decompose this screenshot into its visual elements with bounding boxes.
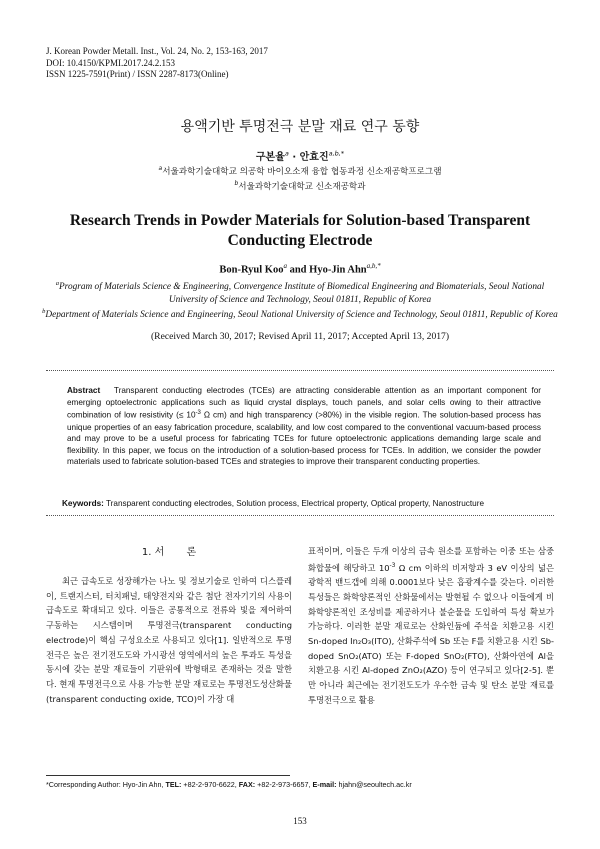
body-col2-b: Ω cm 이하의 비저항과 3 eV 이상의 넓은 광학적 밴드갭에 의해 0.0001보다 낮은 흡광계수를 갖는다. 이러한 특성들은 화학양론적인 산화물에서는 발현될 수 없으나 이들에게 비화학양론적인 조성비를 제공하거나 불순물을 도입하여 특성 확보가 가능하다. 이러한 분말 재료로는 산화인듐에 주석을 치환고용 시킨 Sn-doped In₂O₃(ITO), 산화주석에 Sb 또는 F를 치환고용 시킨 Sb-doped SnO₂(ATO) 또는 F-doped SnO₂(FTO), 산화아연에 Al을 치환고용 시킨 Al-doped ZnO₂(AZO) 등이 연구되고 있다[2-5]. 뿐만 아니라 최근에는 전기전도도가 우수한 금속 및 탄소 분말 재료를 투명전극으로 활용 [308,562,554,705]
english-aff-2: Department of Materials Science and Engineering, Seoul National University of Science and Technology, Seoul 01811, Republic of Korea [45,310,558,321]
divider-top [46,370,554,371]
english-authors [0,262,600,276]
footnote-email-label: E-mail: [310,780,337,789]
korean-aff-2: 서울과학기술대학교 신소재공학과 [238,182,366,193]
body-col2-a: 표적이며, 이들은 두개 이상의 금속 원소를 포함하는 이중 또는 삼중 화합물에 해당하고 10 [308,546,554,573]
korean-affiliations [0,163,600,194]
section-heading: 1. 서 론 [141,547,197,558]
body-paragraph-1: 최근 급속도로 성장해가는 나노 및 정보기술로 인하여 디스플레이, 트랜지스터, 터치패널, 태양전지와 같은 첨단 전자기기의 사용이 급속도로 확대되고 있다. 이들은 공통적으로 전류와 빛을 제어하여 구동하는 시스템이며 투명전극(transparent conducting electrode)이 핵심 구성요소로 사용되고 있다[1]. 일반적으로 투명전극은 높은 전기전도도와 가시광선 영역에서의 높은 투과도 특성을 동시에 갖는 분말 재료들이 기판위에 박형태로 존재하는 것을 말한다. 현재 투명전극으로 사용 가능한 분말 재료로는 투명전도성산화물(transparent conducting oxide, TCO)이 가장 대 [46,576,292,704]
keywords-label: Keywords: [62,499,104,508]
footnote-tel-label: TEL: [163,780,182,789]
korean-author-2-sup: a,b,* [328,149,345,158]
english-affiliations [40,278,560,322]
korean-author-separator: · [288,152,300,163]
journal-header [46,46,268,81]
footnote-fax-label: FAX: [236,780,256,789]
footnote-email: hjahn@seoultech.ac.kr [336,780,412,789]
english-author-2: Hyo-Jin Ahn [309,264,367,276]
received-dates: (Received March 30, 2017; Revised April 11, 2017; Accepted April 13, 2017) [150,331,450,342]
footnote-fax: +82-2-973-6657, [255,780,311,789]
english-author-1: Bon-Ryul Koo [219,264,284,276]
english-title: Research Trends in Powder Materials for Solution-based Transparent Conducting Electrode [69,212,531,249]
korean-author-1-sup: a [284,149,289,158]
keywords [62,499,542,508]
korean-title: 용액기반 투명전극 분말 재료 연구 동향 [180,119,420,135]
footnote-rule [46,775,290,776]
doi: DOI: 10.4150/KPMI.2017.24.2.153 [46,57,176,68]
abstract-text-a: Transparent conducting electrodes (TCEs) are attracting considerable attention as an important component for emerging optoelectronic applications such as liquid crystal displays, touch panels, and solar cells owing to their attractive combination of low resistivity (≤ 10 [67,386,541,420]
corresponding-author-footnote [46,780,412,789]
keywords-text: Transparent conducting electrodes, Solution process, Electrical property, Optical property, Nanostructure [103,499,485,508]
body-column-right [308,544,554,708]
english-author-and: and [286,264,310,276]
body-col2-sup: -3 [389,561,396,569]
korean-authors [0,148,600,163]
page-number: 153 [293,816,307,826]
english-aff-1: Program of Materials Science & Engineering, Convergence Institute of Biomedical Engineering and Biomaterials, Seoul National University of Science and Technology, Seoul 01811, Republic of Korea [59,282,545,305]
divider-bottom [46,515,554,516]
footnote-label: *Corresponding Author: Hyo-Jin Ahn, [46,780,164,789]
abstract-text-sup: -3 [195,410,201,417]
korean-author-1: 구본율 [255,152,285,163]
english-aff-1-sup: a [55,280,59,287]
journal-citation: J. Korean Powder Metall. Inst., Vol. 24, No. 2, 153-163, 2017 [46,46,268,56]
english-author-1-sup: a [283,262,287,270]
korean-author-2: 안효진 [299,152,329,163]
korean-aff-1: 서울과학기술대학교 의공학 바이오소재 융합 협동과정 신소재공학프로그램 [162,166,442,177]
abstract-label: Abstract [67,386,101,395]
english-aff-2-sup: b [42,308,46,316]
abstract [67,385,541,468]
footnote-tel: +82-2-970-6622, [181,780,237,789]
body-column-left [46,574,292,706]
korean-aff-1-sup: a [158,165,163,172]
issn: ISSN 1225-7591(Print) / ISSN 2287-8173(Online) [46,69,229,79]
abstract-text-b: Ω cm) and high transparency (>80%) in the visible region. The solution-based process has unique properties of an easy fabrication procedure, scalability, and low cost compared to the conventional vacuum-based process and may prove to be a useful process for fabricating TCEs for future optoelectronic applications demanding large scale and flexibility. In this paper, we focus on the introduction of a solution-based process for TCEs. In addition, we consider the powder materials used to fabricate solution-based TCEs and strategies to improve their transparent conducting properties. [67,410,542,467]
korean-aff-2-sup: b [234,180,239,188]
english-author-2-sup: a,b,* [366,262,381,270]
